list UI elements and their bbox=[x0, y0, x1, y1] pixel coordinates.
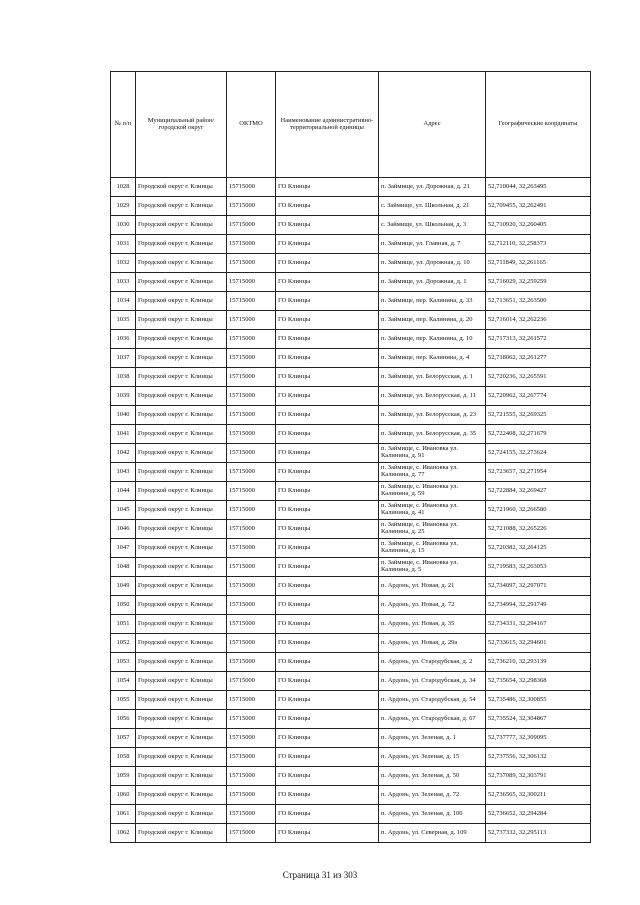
cell-address: п. Ардонь, ул. Новая, д. 35 bbox=[379, 615, 486, 634]
cell-address: п. Займище, с. Ивановка ул. Калинина, д. 91 bbox=[379, 444, 486, 463]
table-row bbox=[111, 615, 591, 634]
cell-num: 1056 bbox=[111, 710, 136, 729]
cell-num: 1032 bbox=[111, 254, 136, 273]
cell-address: п. Ардонь, ул. Северная, д. 109 bbox=[379, 824, 486, 843]
cell-oktmo: 15715000 bbox=[227, 463, 276, 482]
table-header bbox=[111, 72, 591, 178]
cell-oktmo: 15715000 bbox=[227, 273, 276, 292]
table-row bbox=[111, 539, 591, 558]
cell-oktmo: 15715000 bbox=[227, 235, 276, 254]
cell-num: 1033 bbox=[111, 273, 136, 292]
cell-oktmo: 15715000 bbox=[227, 805, 276, 824]
cell-oktmo: 15715000 bbox=[227, 254, 276, 273]
cell-num: 1028 bbox=[111, 178, 136, 197]
cell-unit: ГО Клинцы bbox=[276, 786, 379, 805]
cell-municipality: Городской округ г. Клинцы bbox=[136, 463, 227, 482]
cell-oktmo: 15715000 bbox=[227, 634, 276, 653]
cell-municipality: Городской округ г. Клинцы bbox=[136, 653, 227, 672]
cell-oktmo: 15715000 bbox=[227, 368, 276, 387]
cell-oktmo: 15715000 bbox=[227, 710, 276, 729]
cell-num: 1038 bbox=[111, 368, 136, 387]
cell-address: п. Займище, ул. Дорожная, д. 1 bbox=[379, 273, 486, 292]
cell-coords: 52,736652, 32,294284 bbox=[486, 805, 591, 824]
cell-num: 1035 bbox=[111, 311, 136, 330]
table-row bbox=[111, 178, 591, 197]
cell-municipality: Городской округ г. Клинцы bbox=[136, 482, 227, 501]
cell-municipality: Городской округ г. Клинцы bbox=[136, 197, 227, 216]
cell-municipality: Городской округ г. Клинцы bbox=[136, 805, 227, 824]
cell-address: п. Займище, с. Ивановка ул. Калинина, д. 5 bbox=[379, 558, 486, 577]
table-row bbox=[111, 273, 591, 292]
cell-address: п. Займище, пер. Калинина, д. 4 bbox=[379, 349, 486, 368]
cell-unit: ГО Клинцы bbox=[276, 577, 379, 596]
cell-unit: ГО Клинцы bbox=[276, 254, 379, 273]
cell-address: п. Ардонь, ул. Зеленая, д. 1 bbox=[379, 729, 486, 748]
cell-oktmo: 15715000 bbox=[227, 577, 276, 596]
cell-oktmo: 15715000 bbox=[227, 786, 276, 805]
table-row bbox=[111, 254, 591, 273]
cell-municipality: Городской округ г. Клинцы bbox=[136, 368, 227, 387]
cell-municipality: Городской округ г. Клинцы bbox=[136, 273, 227, 292]
cell-municipality: Городской округ г. Клинцы bbox=[136, 824, 227, 843]
cell-oktmo: 15715000 bbox=[227, 615, 276, 634]
cell-unit: ГО Клинцы bbox=[276, 824, 379, 843]
cell-coords: 52,737089, 32,303791 bbox=[486, 767, 591, 786]
cell-unit: ГО Клинцы bbox=[276, 235, 379, 254]
table-row bbox=[111, 710, 591, 729]
cell-municipality: Городской округ г. Клинцы bbox=[136, 444, 227, 463]
table-row bbox=[111, 672, 591, 691]
table-row bbox=[111, 463, 591, 482]
cell-oktmo: 15715000 bbox=[227, 216, 276, 235]
cell-address: п. Займище, ул. Дорожная, д. 10 bbox=[379, 254, 486, 273]
cell-unit: ГО Клинцы bbox=[276, 748, 379, 767]
cell-num: 1057 bbox=[111, 729, 136, 748]
cell-coords: 52,724155, 32,273624 bbox=[486, 444, 591, 463]
cell-address: с. Займище, ул. Школьная, д. 21 bbox=[379, 197, 486, 216]
cell-coords: 52,736565, 32,300211 bbox=[486, 786, 591, 805]
cell-municipality: Городской округ г. Клинцы bbox=[136, 387, 227, 406]
cell-coords: 52,735654, 32,298368 bbox=[486, 672, 591, 691]
cell-oktmo: 15715000 bbox=[227, 539, 276, 558]
table-row bbox=[111, 387, 591, 406]
table-row bbox=[111, 406, 591, 425]
table-row bbox=[111, 349, 591, 368]
cell-coords: 52,718062, 32,261277 bbox=[486, 349, 591, 368]
cell-unit: ГО Клинцы bbox=[276, 691, 379, 710]
cell-address: п. Ардонь, ул. Зеленая, д. 15 bbox=[379, 748, 486, 767]
cell-oktmo: 15715000 bbox=[227, 349, 276, 368]
cell-coords: 52,711849, 32,261165 bbox=[486, 254, 591, 273]
table-row bbox=[111, 425, 591, 444]
cell-address: п. Займище, ул. Белорусская, д. 11 bbox=[379, 387, 486, 406]
cell-coords: 52,734331, 32,294167 bbox=[486, 615, 591, 634]
cell-num: 1062 bbox=[111, 824, 136, 843]
table-row bbox=[111, 729, 591, 748]
cell-coords: 52,737777, 32,309095 bbox=[486, 729, 591, 748]
cell-unit: ГО Клинцы bbox=[276, 197, 379, 216]
cell-coords: 52,716014, 32,262236 bbox=[486, 311, 591, 330]
table-row bbox=[111, 805, 591, 824]
table-row bbox=[111, 691, 591, 710]
cell-unit: ГО Клинцы bbox=[276, 292, 379, 311]
table-row bbox=[111, 501, 591, 520]
table-row bbox=[111, 197, 591, 216]
cell-oktmo: 15715000 bbox=[227, 691, 276, 710]
cell-num: 1034 bbox=[111, 292, 136, 311]
cell-address: п. Ардонь, ул. Новая, д. 29а bbox=[379, 634, 486, 653]
cell-unit: ГО Клинцы bbox=[276, 387, 379, 406]
cell-num: 1058 bbox=[111, 748, 136, 767]
cell-oktmo: 15715000 bbox=[227, 178, 276, 197]
cell-coords: 52,717313, 32,261572 bbox=[486, 330, 591, 349]
cell-oktmo: 15715000 bbox=[227, 444, 276, 463]
cell-unit: ГО Клинцы bbox=[276, 558, 379, 577]
cell-address: с. Займище, ул. Школьная, д. 3 bbox=[379, 216, 486, 235]
table-row bbox=[111, 596, 591, 615]
cell-unit: ГО Клинцы bbox=[276, 463, 379, 482]
cell-coords: 52,709455, 32,262491 bbox=[486, 197, 591, 216]
cell-municipality: Городской округ г. Клинцы bbox=[136, 558, 227, 577]
cell-municipality: Городской округ г. Клинцы bbox=[136, 634, 227, 653]
cell-address: п. Займище, с. Ивановка ул. Калинина, д. 41 bbox=[379, 501, 486, 520]
cell-num: 1040 bbox=[111, 406, 136, 425]
cell-unit: ГО Клинцы bbox=[276, 615, 379, 634]
cell-unit: ГО Клинцы bbox=[276, 672, 379, 691]
cell-oktmo: 15715000 bbox=[227, 197, 276, 216]
cell-address: п. Ардонь, ул. Новая, д. 72 bbox=[379, 596, 486, 615]
cell-oktmo: 15715000 bbox=[227, 520, 276, 539]
cell-address: п. Займище, пер. Калинина, д. 33 bbox=[379, 292, 486, 311]
cell-address: п. Займище, ул. Главная, д. 7 bbox=[379, 235, 486, 254]
cell-unit: ГО Клинцы bbox=[276, 634, 379, 653]
cell-num: 1055 bbox=[111, 691, 136, 710]
cell-unit: ГО Клинцы bbox=[276, 406, 379, 425]
cell-num: 1030 bbox=[111, 216, 136, 235]
table-row bbox=[111, 824, 591, 843]
cell-coords: 52,720962, 32,267774 bbox=[486, 387, 591, 406]
table-row bbox=[111, 634, 591, 653]
cell-unit: ГО Клинцы bbox=[276, 444, 379, 463]
cell-municipality: Городской округ г. Клинцы bbox=[136, 178, 227, 197]
cell-oktmo: 15715000 bbox=[227, 748, 276, 767]
cell-address: п. Займище, с. Ивановка ул. Калинина, д. 77 bbox=[379, 463, 486, 482]
cell-address: п. Ардонь, ул. Стародубская, д. 67 bbox=[379, 710, 486, 729]
cell-municipality: Городской округ г. Клинцы bbox=[136, 691, 227, 710]
cell-num: 1037 bbox=[111, 349, 136, 368]
cell-oktmo: 15715000 bbox=[227, 406, 276, 425]
cell-municipality: Городской округ г. Клинцы bbox=[136, 425, 227, 444]
cell-num: 1049 bbox=[111, 577, 136, 596]
cell-unit: ГО Клинцы bbox=[276, 520, 379, 539]
page-number: Страница 31 из 303 bbox=[282, 870, 358, 880]
cell-num: 1042 bbox=[111, 444, 136, 463]
cell-coords: 52,734994, 32,291749 bbox=[486, 596, 591, 615]
header-oktmo: ОКТМО bbox=[227, 72, 276, 178]
cell-coords: 52,734097, 32,297071 bbox=[486, 577, 591, 596]
table-row bbox=[111, 330, 591, 349]
cell-unit: ГО Клинцы bbox=[276, 482, 379, 501]
cell-num: 1061 bbox=[111, 805, 136, 824]
cell-municipality: Городской округ г. Клинцы bbox=[136, 577, 227, 596]
cell-coords: 52,723657, 32,271954 bbox=[486, 463, 591, 482]
cell-municipality: Городской округ г. Клинцы bbox=[136, 292, 227, 311]
cell-oktmo: 15715000 bbox=[227, 501, 276, 520]
cell-address: п. Ардонь, ул. Стародубская, д. 2 bbox=[379, 653, 486, 672]
table-row bbox=[111, 368, 591, 387]
cell-unit: ГО Клинцы bbox=[276, 729, 379, 748]
table-row bbox=[111, 216, 591, 235]
cell-oktmo: 15715000 bbox=[227, 767, 276, 786]
registry-table bbox=[110, 71, 591, 843]
cell-coords: 52,722408, 32,271679 bbox=[486, 425, 591, 444]
cell-address: п. Займище, с. Ивановка ул. Калинина, д. 15 bbox=[379, 539, 486, 558]
cell-oktmo: 15715000 bbox=[227, 558, 276, 577]
cell-num: 1050 bbox=[111, 596, 136, 615]
cell-oktmo: 15715000 bbox=[227, 387, 276, 406]
cell-unit: ГО Клинцы bbox=[276, 425, 379, 444]
table-row bbox=[111, 786, 591, 805]
cell-oktmo: 15715000 bbox=[227, 482, 276, 501]
cell-address: п. Ардонь, ул. Зеленая, д. 100 bbox=[379, 805, 486, 824]
cell-municipality: Городской округ г. Клинцы bbox=[136, 786, 227, 805]
cell-coords: 52,737556, 32,306132 bbox=[486, 748, 591, 767]
cell-coords: 52,721960, 32,266580 bbox=[486, 501, 591, 520]
cell-municipality: Городской округ г. Клинцы bbox=[136, 349, 227, 368]
cell-unit: ГО Клинцы bbox=[276, 710, 379, 729]
cell-address: п. Займище, с. Ивановка ул. Калинина, д. 25 bbox=[379, 520, 486, 539]
cell-coords: 52,713651, 32,263500 bbox=[486, 292, 591, 311]
cell-municipality: Городской округ г. Клинцы bbox=[136, 539, 227, 558]
cell-coords: 52,710044, 32,263495 bbox=[486, 178, 591, 197]
cell-oktmo: 15715000 bbox=[227, 330, 276, 349]
cell-oktmo: 15715000 bbox=[227, 425, 276, 444]
cell-oktmo: 15715000 bbox=[227, 653, 276, 672]
cell-coords: 52,710920, 32,260405 bbox=[486, 216, 591, 235]
cell-unit: ГО Клинцы bbox=[276, 653, 379, 672]
cell-coords: 52,712110, 32,258373 bbox=[486, 235, 591, 254]
cell-coords: 52,720382, 32,264125 bbox=[486, 539, 591, 558]
cell-unit: ГО Клинцы bbox=[276, 330, 379, 349]
cell-num: 1039 bbox=[111, 387, 136, 406]
cell-address: п. Займище, пер. Калинина, д. 20 bbox=[379, 311, 486, 330]
header-row bbox=[111, 72, 591, 178]
cell-municipality: Городской округ г. Клинцы bbox=[136, 406, 227, 425]
cell-municipality: Городской округ г. Клинцы bbox=[136, 520, 227, 539]
table-row bbox=[111, 482, 591, 501]
cell-num: 1046 bbox=[111, 520, 136, 539]
cell-municipality: Городской округ г. Клинцы bbox=[136, 748, 227, 767]
cell-coords: 52,721555, 32,269325 bbox=[486, 406, 591, 425]
cell-coords: 52,722884, 32,269427 bbox=[486, 482, 591, 501]
table-body bbox=[111, 178, 591, 843]
cell-municipality: Городской округ г. Клинцы bbox=[136, 596, 227, 615]
cell-address: п. Ардонь, ул. Новая, д. 21 bbox=[379, 577, 486, 596]
cell-address: п. Займище, ул. Белорусская, д. 1 bbox=[379, 368, 486, 387]
cell-num: 1052 bbox=[111, 634, 136, 653]
cell-coords: 52,735524, 32,304867 bbox=[486, 710, 591, 729]
cell-num: 1031 bbox=[111, 235, 136, 254]
cell-num: 1060 bbox=[111, 786, 136, 805]
cell-municipality: Городской округ г. Клинцы bbox=[136, 216, 227, 235]
cell-num: 1043 bbox=[111, 463, 136, 482]
cell-coords: 52,721088, 32,265226 bbox=[486, 520, 591, 539]
cell-address: п. Займище, ул. Белорусская, д. 23 bbox=[379, 406, 486, 425]
table-row bbox=[111, 444, 591, 463]
cell-num: 1041 bbox=[111, 425, 136, 444]
cell-unit: ГО Клинцы bbox=[276, 368, 379, 387]
cell-num: 1059 bbox=[111, 767, 136, 786]
cell-unit: ГО Клинцы bbox=[276, 273, 379, 292]
table-row bbox=[111, 558, 591, 577]
cell-num: 1047 bbox=[111, 539, 136, 558]
cell-num: 1053 bbox=[111, 653, 136, 672]
cell-address: п. Займище, пер. Калинина, д. 10 bbox=[379, 330, 486, 349]
cell-address: п. Ардонь, ул. Зеленая, д. 50 bbox=[379, 767, 486, 786]
cell-num: 1036 bbox=[111, 330, 136, 349]
cell-oktmo: 15715000 bbox=[227, 311, 276, 330]
table-row bbox=[111, 748, 591, 767]
cell-address: п. Ардонь, ул. Зеленая, д. 72 bbox=[379, 786, 486, 805]
table-row bbox=[111, 520, 591, 539]
cell-unit: ГО Клинцы bbox=[276, 178, 379, 197]
cell-municipality: Городской округ г. Клинцы bbox=[136, 767, 227, 786]
cell-address: п. Ардонь, ул. Стародубская, д. 54 bbox=[379, 691, 486, 710]
cell-num: 1054 bbox=[111, 672, 136, 691]
cell-address: п. Займище, с. Ивановка ул. Калинина, д. 59 bbox=[379, 482, 486, 501]
cell-coords: 52,719583, 32,263053 bbox=[486, 558, 591, 577]
table-row bbox=[111, 767, 591, 786]
cell-coords: 52,735486, 32,300855 bbox=[486, 691, 591, 710]
cell-unit: ГО Клинцы bbox=[276, 767, 379, 786]
cell-municipality: Городской округ г. Клинцы bbox=[136, 615, 227, 634]
cell-address: п. Ардонь, ул. Стародубская, д. 34 bbox=[379, 672, 486, 691]
cell-coords: 52,736210, 32,293139 bbox=[486, 653, 591, 672]
cell-coords: 52,737332, 32,295113 bbox=[486, 824, 591, 843]
table-row bbox=[111, 311, 591, 330]
cell-municipality: Городской округ г. Клинцы bbox=[136, 501, 227, 520]
cell-unit: ГО Клинцы bbox=[276, 805, 379, 824]
cell-num: 1029 bbox=[111, 197, 136, 216]
header-address: Адрес bbox=[379, 72, 486, 178]
cell-oktmo: 15715000 bbox=[227, 729, 276, 748]
cell-unit: ГО Клинцы bbox=[276, 349, 379, 368]
cell-municipality: Городской округ г. Клинцы bbox=[136, 729, 227, 748]
header-coords: Географические координаты bbox=[486, 72, 591, 178]
cell-num: 1045 bbox=[111, 501, 136, 520]
cell-num: 1044 bbox=[111, 482, 136, 501]
cell-coords: 52,720236, 32,265591 bbox=[486, 368, 591, 387]
header-num: № п/п bbox=[111, 72, 136, 178]
cell-coords: 52,733615, 32,294601 bbox=[486, 634, 591, 653]
cell-unit: ГО Клинцы bbox=[276, 539, 379, 558]
cell-unit: ГО Клинцы bbox=[276, 596, 379, 615]
cell-coords: 52,716029, 32,259259 bbox=[486, 273, 591, 292]
cell-unit: ГО Клинцы bbox=[276, 216, 379, 235]
cell-address: п. Займище, ул. Дорожная, д. 21 bbox=[379, 178, 486, 197]
cell-municipality: Городской округ г. Клинцы bbox=[136, 330, 227, 349]
cell-unit: ГО Клинцы bbox=[276, 311, 379, 330]
cell-municipality: Городской округ г. Клинцы bbox=[136, 235, 227, 254]
cell-municipality: Городской округ г. Клинцы bbox=[136, 710, 227, 729]
cell-oktmo: 15715000 bbox=[227, 824, 276, 843]
cell-oktmo: 15715000 bbox=[227, 596, 276, 615]
table-row bbox=[111, 235, 591, 254]
table-row bbox=[111, 292, 591, 311]
header-municipality: Муниципальный район/городской округ bbox=[136, 72, 227, 178]
cell-oktmo: 15715000 bbox=[227, 292, 276, 311]
cell-oktmo: 15715000 bbox=[227, 672, 276, 691]
header-unit: Наименование административно-территориальной единицы bbox=[276, 72, 379, 178]
cell-municipality: Городской округ г. Клинцы bbox=[136, 672, 227, 691]
cell-address: п. Займище, ул. Белорусская, д. 35 bbox=[379, 425, 486, 444]
cell-unit: ГО Клинцы bbox=[276, 501, 379, 520]
cell-municipality: Городской округ г. Клинцы bbox=[136, 311, 227, 330]
cell-municipality: Городской округ г. Клинцы bbox=[136, 254, 227, 273]
cell-num: 1051 bbox=[111, 615, 136, 634]
cell-num: 1048 bbox=[111, 558, 136, 577]
table-row bbox=[111, 577, 591, 596]
table-row bbox=[111, 653, 591, 672]
